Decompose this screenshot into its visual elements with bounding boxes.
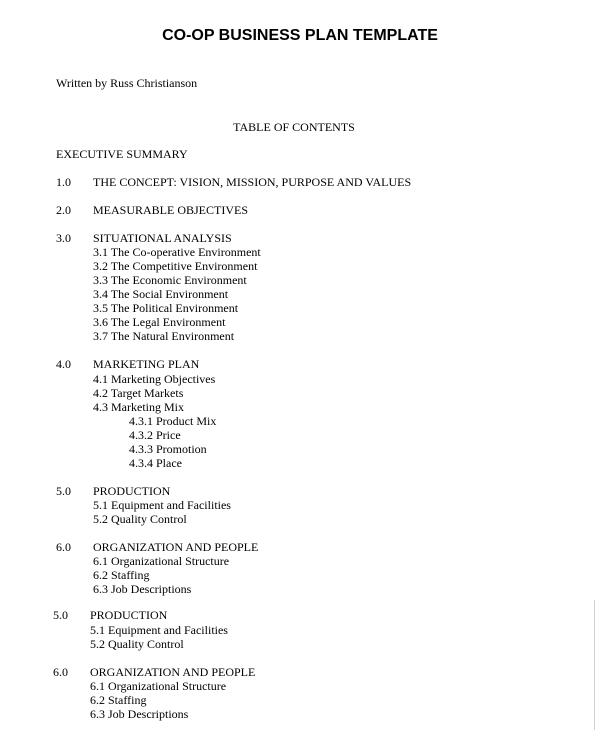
toc-subitem: 6.3 Job Descriptions [93,582,192,596]
toc-subitem: 4.3 Marketing Mix [93,400,184,414]
section-number: 6.0 [53,665,68,679]
section-number: 1.0 [56,175,71,189]
section-number: 2.0 [56,203,71,217]
toc-subitem: 3.2 The Competitive Environment [93,259,258,273]
toc-subitem: 3.1 The Co-operative Environment [93,245,261,259]
section-number: 4.0 [56,357,71,371]
toc-subitem: 6.3 Job Descriptions [90,707,189,721]
toc-heading: TABLE OF CONTENTS [233,120,355,134]
toc-subitem: 4.1 Marketing Objectives [93,372,216,386]
author-line: Written by Russ Christianson [56,76,198,90]
section-title: MARKETING PLAN [93,357,200,371]
executive-summary-entry: EXECUTIVE SUMMARY [56,147,188,161]
toc-subitem: 5.1 Equipment and Facilities [90,623,228,637]
toc-subitem: 3.3 The Economic Environment [93,273,247,287]
toc-subitem: 3.7 The Natural Environment [93,329,235,343]
section-title: THE CONCEPT: VISION, MISSION, PURPOSE AND VALUES [93,175,412,189]
toc-subitem: 6.2 Staffing [93,568,150,582]
section-number: 5.0 [56,484,71,498]
section-title: MEASURABLE OBJECTIVES [93,203,249,217]
section-title: ORGANIZATION AND PEOPLE [93,540,259,554]
toc-subitem: 6.2 Staffing [90,693,147,707]
section-title: PRODUCTION [93,484,171,498]
toc-subsubitem: 4.3.2 Price [129,428,181,442]
toc-subsubitem: 4.3.1 Product Mix [129,414,217,428]
toc-subitem: 3.6 The Legal Environment [93,315,226,329]
toc-subitem: 6.1 Organizational Structure [93,554,230,568]
toc-subsubitem: 4.3.4 Place [129,456,182,470]
toc-subitem: 6.1 Organizational Structure [90,679,227,693]
section-title: ORGANIZATION AND PEOPLE [90,665,256,679]
toc-subitem: 5.1 Equipment and Facilities [93,498,231,512]
document-title: CO-OP BUSINESS PLAN TEMPLATE [162,27,438,44]
toc-subitem: 5.2 Quality Control [93,512,187,526]
toc-subsubitem: 4.3.3 Promotion [129,442,207,456]
toc-subitem: 3.5 The Political Environment [93,301,239,315]
section-number: 5.0 [53,608,68,622]
toc-subitem: 4.2 Target Markets [93,386,184,400]
toc-subitem: 3.4 The Social Environment [93,287,229,301]
section-number: 6.0 [56,540,71,554]
page-edge-shadow [594,600,595,730]
section-title: SITUATIONAL ANALYSIS [93,231,232,245]
section-title: PRODUCTION [90,608,168,622]
toc-subitem: 5.2 Quality Control [90,637,184,651]
section-number: 3.0 [56,231,71,245]
